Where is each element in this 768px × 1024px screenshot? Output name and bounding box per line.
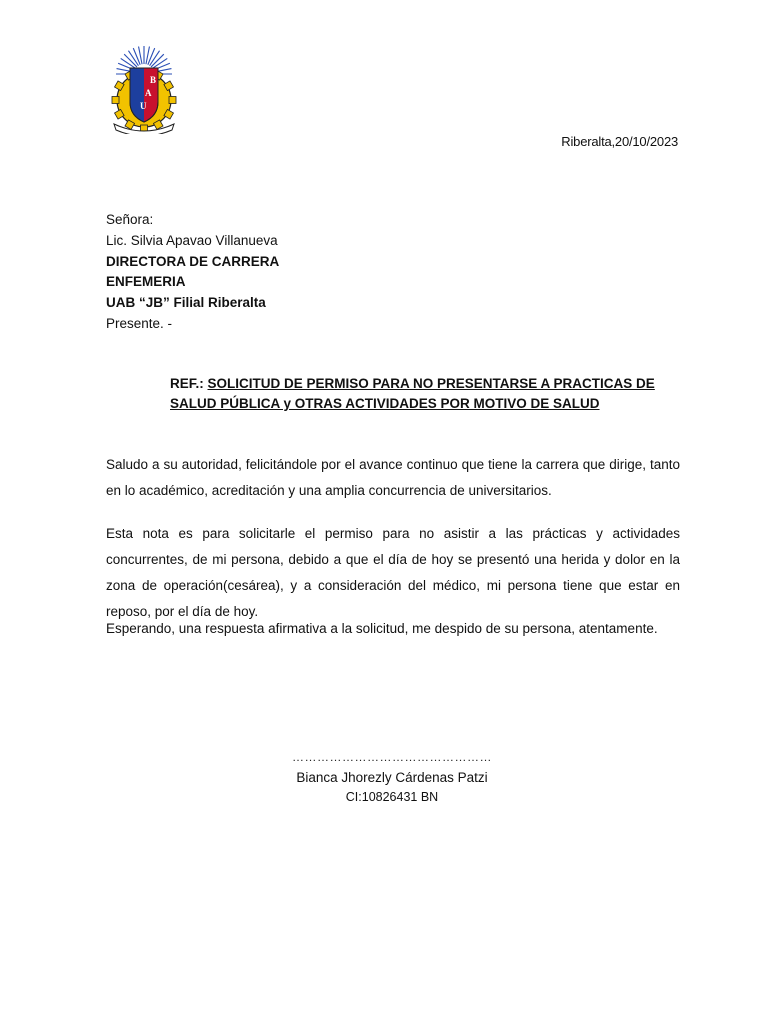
body-paragraph-2: Esta nota es para solicitarle el permiso para no asistir a las prácticas y actividades concurrentes, de mi persona, debido a que el día de hoy se presentó una herida y dolor en la zona de operación(cesárea), y a consideración del médico, mi persona tiene que estar en reposo, por el día de hoy. [106,526,680,619]
university-seal-icon [106,44,182,134]
recipient-block [106,210,279,335]
gear-tooth [169,97,176,104]
letter-date: Riberalta,20/10/2023 [561,134,678,149]
salutation: Señora: [106,212,154,227]
body-paragraph-3: Esperando, una respuesta afirmativa a la solicitud, me despido de su persona, atentamente. [106,621,658,636]
reference-label: REF.: [170,376,204,391]
university-logo [106,44,182,134]
signature-block [282,750,502,805]
body-paragraph-1: Saludo a su autoridad, felicitándole por el avance continuo que tiene la carrera que dirige, tanto en lo académico, acreditación y una amplia concurrencia de universitarios. [106,457,680,498]
signer-ci: CI:10826431 BN [345,790,439,804]
recipient-institution: UAB “JB” Filial Riberalta [106,295,266,311]
reference-subject: SOLICITUD DE PERMISO PARA NO PRESENTARSE A PRACTICAS DE SALUD PÚBLICA y OTRAS ACTIVIDADES POR MOTIVO DE SALUD [170,376,655,411]
recipient-title-line1: DIRECTORA DE CARRERA [106,253,280,269]
presente-line: Presente. - [106,315,173,331]
recipient-name: Lic. Silvia Apavao Villanueva [106,232,278,248]
signature-line: ………………………………………… [292,750,492,764]
recipient-title-line2: ENFEMERIA [106,274,186,290]
logo-letter-b: B [150,75,157,85]
logo-letter-u: U [140,101,147,111]
logo-letter-a: A [145,88,152,98]
signer-name: Bianca Jhorezly Cárdenas Patzi [296,770,488,785]
gear-tooth [112,97,119,104]
reference-line [170,374,690,414]
